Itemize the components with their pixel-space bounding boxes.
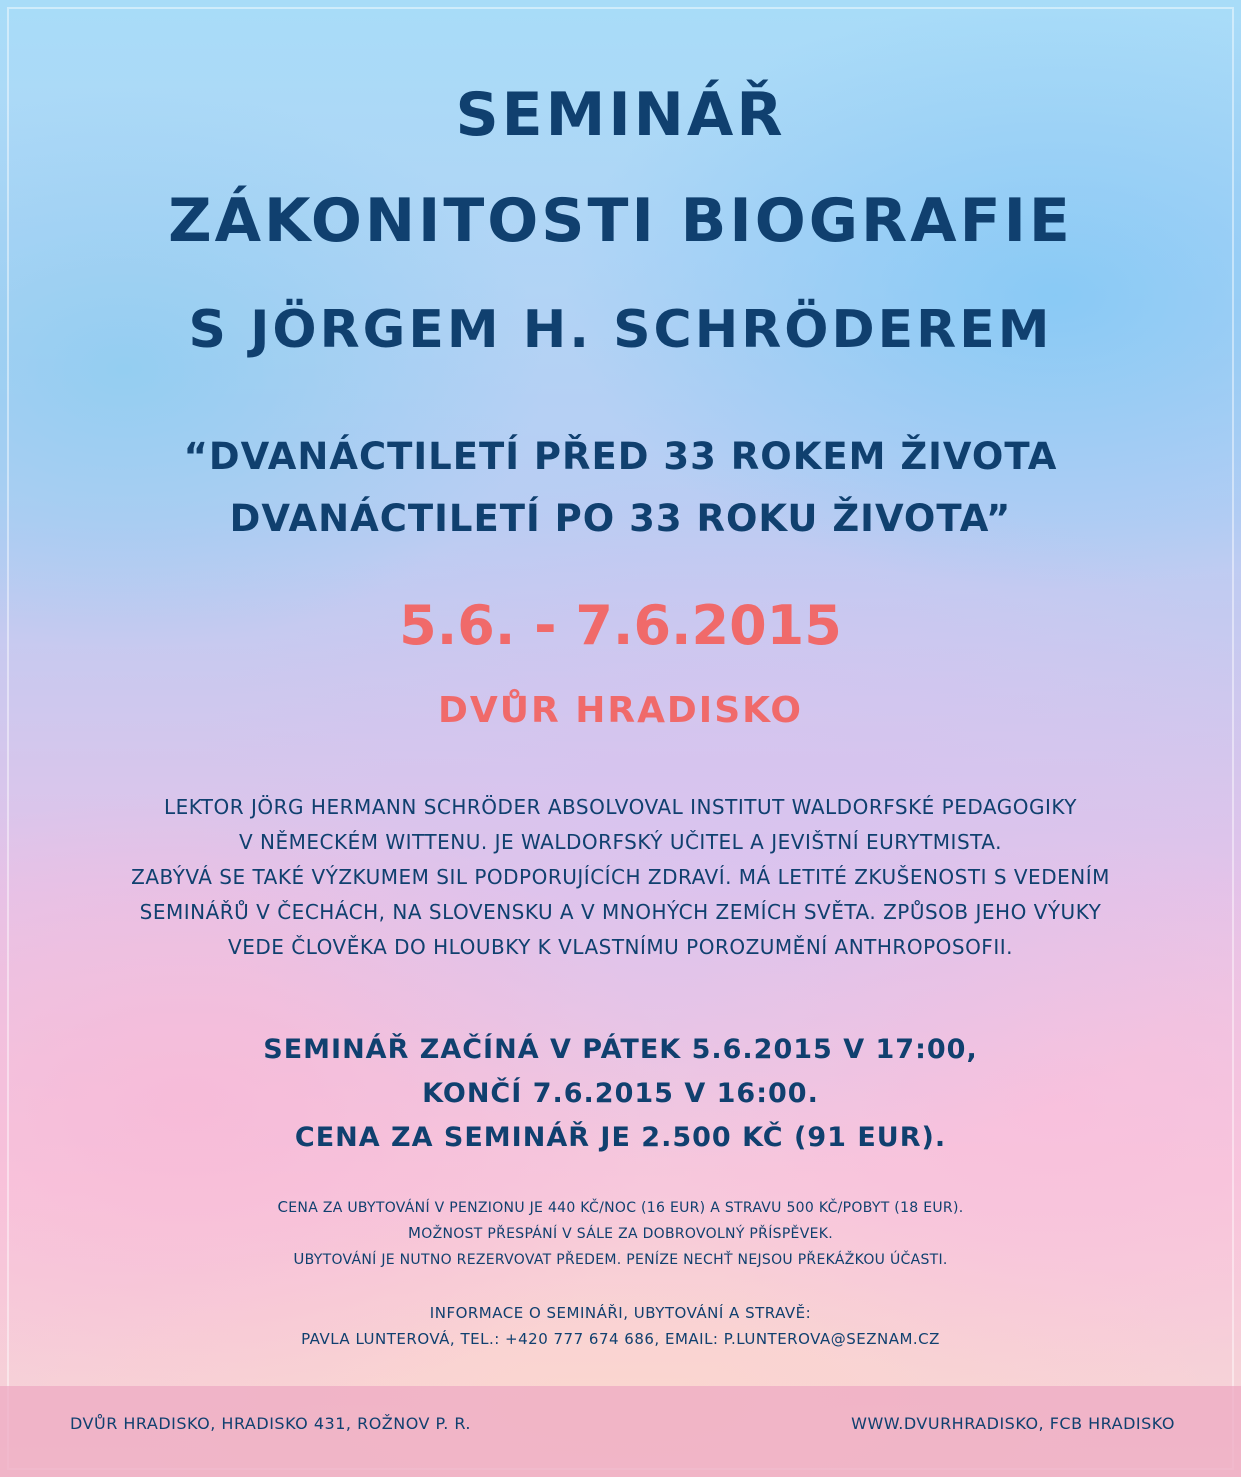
- accommodation-line: [0, 1195, 1241, 1221]
- accommodation-line: [0, 1221, 1241, 1247]
- event-place: DVŮR HRADISKO: [437, 690, 804, 731]
- contact-info: [0, 1300, 1241, 1352]
- lecturer-bio: [40, 790, 1201, 965]
- schedule-line: SEMINÁŘ ZAČÍNÁ V PÁTEK 5.6.2015 V 17:00,: [263, 1034, 978, 1065]
- accommodation-line: [0, 1247, 1241, 1273]
- bio-line: V NĚMECKÉM WITTENU. JE WALDORFSKÝ UČITEL A JEVIŠTNÍ EURYTMISTA.: [239, 830, 1002, 854]
- title-line-2: ZÁKONITOSTI BIOGRAFIE: [168, 186, 1073, 256]
- title-line-1: SEMINÁŘ: [455, 80, 786, 150]
- title-line-3: S JÖRGEM H. SCHRÖDEREM: [188, 300, 1053, 360]
- event-dates: 5.6. - 7.6.2015: [399, 594, 842, 657]
- bio-line: LEKTOR JÖRG HERMANN SCHRÖDER ABSOLVOVAL INSTITUT WALDORFSKÉ PEDAGOGIKY: [163, 795, 1078, 819]
- footer-address: DVŮR HRADISKO, HRADISKO 431, ROŽNOV P. R.: [70, 1414, 472, 1433]
- footer-web-link[interactable]: WWW.DVURHRADISKO, FCB HRADISKO: [851, 1414, 1175, 1433]
- accommodation-text: BYTOVÁNÍ JE NUTNO REZERVOVAT PŘEDEM. PENÍZE NECHŤ NEJSOU PŘEKÁŽKOU ÚČASTI.: [304, 1252, 948, 1268]
- footer-bar: [0, 1386, 1241, 1477]
- bio-line: ZABÝVÁ SE TAKÉ VÝZKUMEM SIL PODPORUJÍCÍCH ZDRAVÍ. MÁ LETITÉ ZKUŠENOSTI S VEDENÍM: [131, 865, 1110, 889]
- quote-line-1: “DVANÁCTILETÍ PŘED 33 ROKEM ŽIVOTA: [183, 435, 1058, 478]
- accommodation-initial: C: [277, 1198, 289, 1216]
- schedule-line: CENA ZA SEMINÁŘ JE 2.500 KČ (91 EUR).: [294, 1122, 947, 1153]
- accommodation-initial: U: [293, 1250, 305, 1268]
- schedule: [0, 1028, 1241, 1160]
- contact-heading: INFORMACE O SEMINÁŘI, UBYTOVÁNÍ A STRAVĚ:: [429, 1304, 812, 1322]
- accommodation: [0, 1195, 1241, 1273]
- bio-line: SEMINÁŘŮ V ČECHÁCH, NA SLOVENSKU A V MNOHÝCH ZEMÍCH SVĚTA. ZPŮSOB JEHO VÝUKY: [139, 900, 1102, 924]
- accommodation-text: ENA ZA UBYTOVÁNÍ V PENZIONU JE 440 KČ/NOC (16 EUR) A STRAVU 500 KČ/POBYT (18 EUR).: [288, 1200, 964, 1216]
- schedule-line: KONČÍ 7.6.2015 V 16:00.: [422, 1078, 819, 1109]
- accommodation-text: OŽNOST PŘESPÁNÍ V SÁLE ZA DOBROVOLNÝ PŘÍSPĚVEK.: [421, 1226, 833, 1242]
- contact-details: PAVLA LUNTEROVÁ, TEL.: +420 777 674 686, EMAIL: P.LUNTEROVA@SEZNAM.CZ: [301, 1330, 940, 1348]
- accommodation-initial: M: [408, 1224, 422, 1242]
- bio-line: VEDE ČLOVĚKA DO HLOUBKY K VLASTNÍMU POROZUMĚNÍ ANTHROPOSOFII.: [228, 935, 1013, 959]
- quote-line-2: DVANÁCTILETÍ PO 33 ROKU ŽIVOTA”: [229, 497, 1012, 540]
